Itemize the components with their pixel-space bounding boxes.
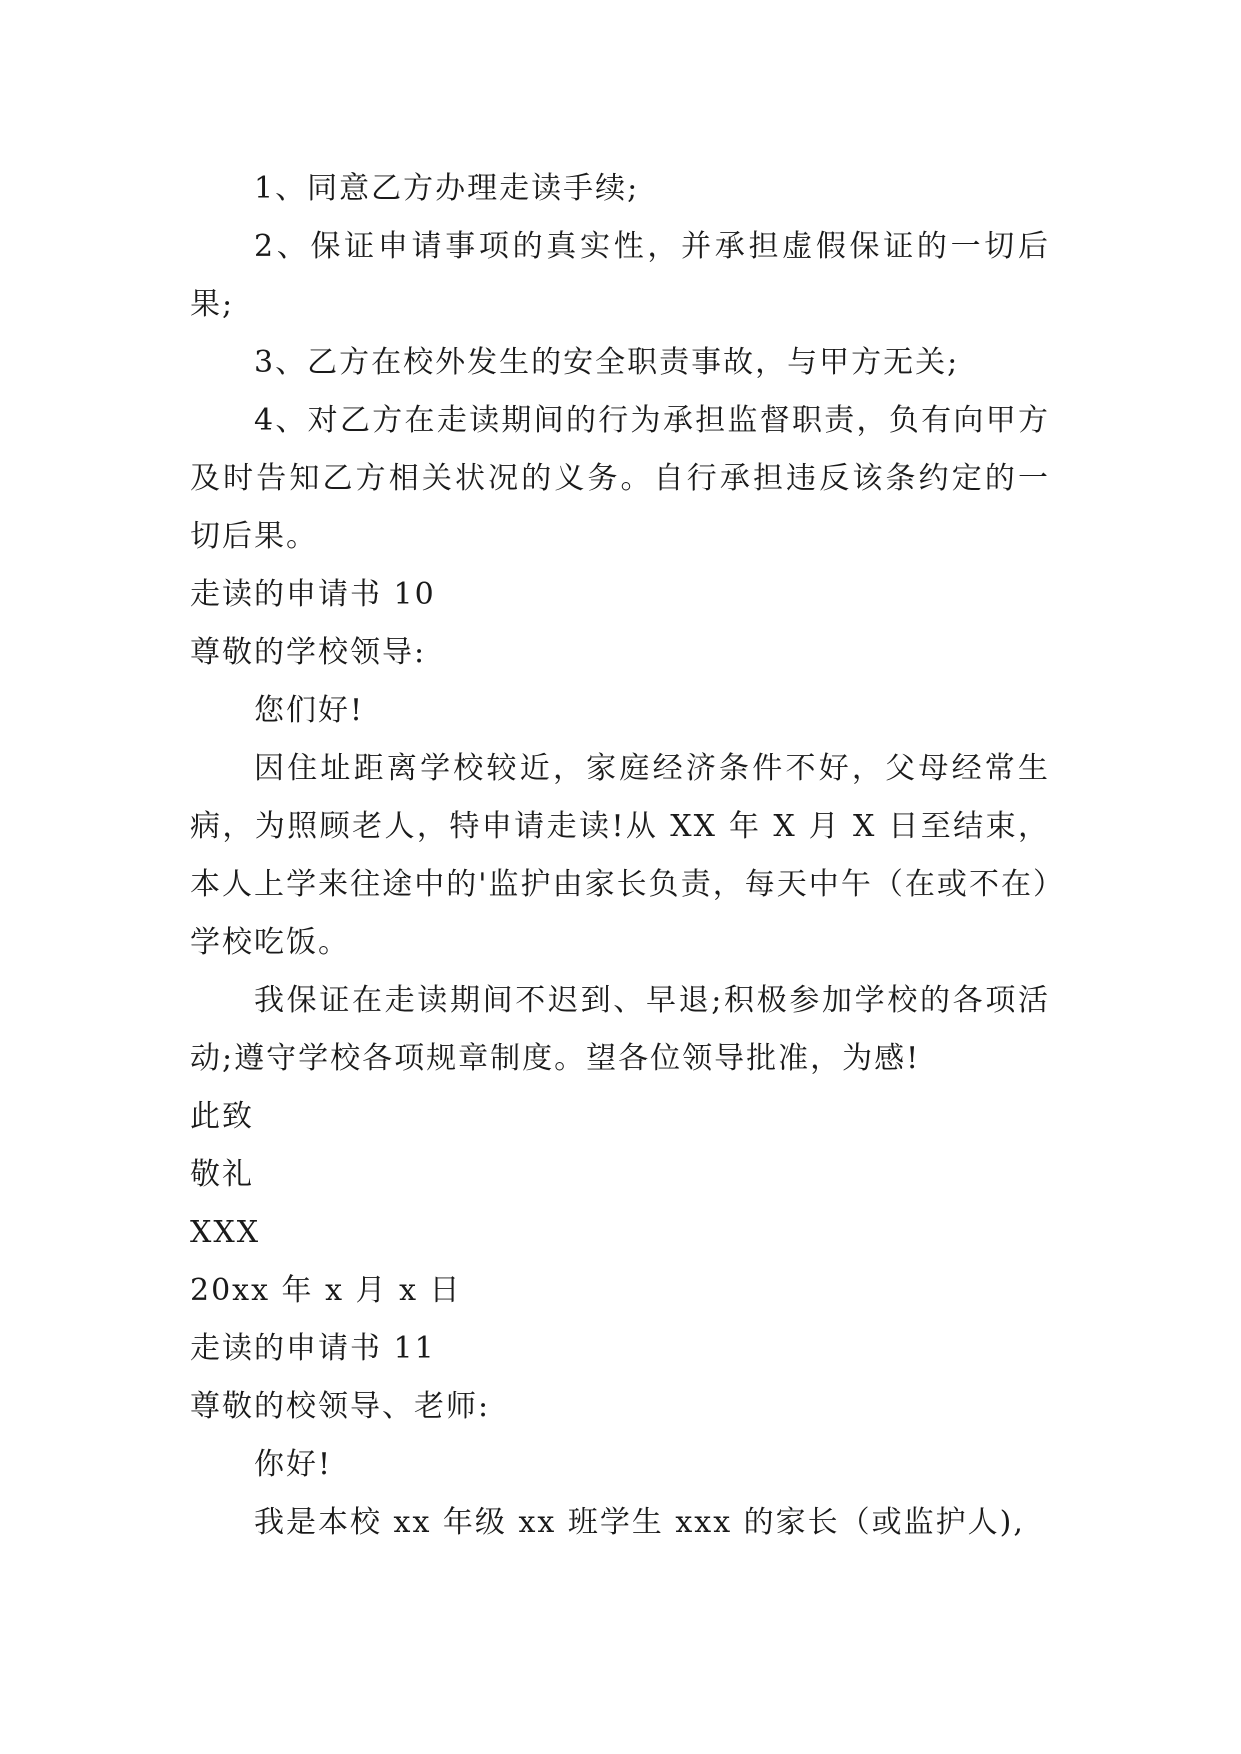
salutation-11: 尊敬的校领导、老师: xyxy=(190,1389,491,1424)
body-paragraph-intro: 我是本校 xx 年级 xx 班学生 xxx 的家长（或监护人), xyxy=(254,1505,1025,1540)
section-heading-11: 走读的申请书 11 xyxy=(190,1331,436,1366)
clause-2: 2、保证申请事项的真实性，并承担虚假保证的一切后果; xyxy=(190,229,1050,322)
clause-1: 1、同意乙方办理走读手续; xyxy=(254,171,640,206)
signature-date: 20xx 年 x 月 x 日 xyxy=(190,1273,462,1308)
clause-4: 4、对乙方在走读期间的行为承担监督职责，负有向甲方及时告知乙方相关状况的义务。自行承担违反该条约定的一切后果。 xyxy=(190,403,1050,554)
greeting-11: 你好! xyxy=(254,1447,333,1482)
body-paragraph-reason: 因住址距离学校较近，家庭经济条件不好，父母经常生病，为照顾老人，特申请走读!从 XX 年 X 月 X 日至结束，本人上学来往途中的'监护由家长负责，每天中午（在或不在）学校吃饭。 xyxy=(190,751,1050,960)
closing-jingli: 敬礼 xyxy=(190,1157,254,1192)
body-paragraph-pledge: 我保证在走读期间不迟到、早退;积极参加学校的各项活动;遵守学校各项规章制度。望各位领导批准，为感! xyxy=(190,983,1050,1076)
closing-cizhi: 此致 xyxy=(190,1099,254,1134)
salutation-10: 尊敬的学校领导: xyxy=(190,635,427,670)
signature-name: XXX xyxy=(190,1215,261,1250)
document-body xyxy=(190,160,1050,1552)
greeting-10: 您们好! xyxy=(254,693,365,728)
section-heading-10: 走读的申请书 10 xyxy=(190,577,436,612)
clause-3: 3、乙方在校外发生的安全职责事故，与甲方无关; xyxy=(254,345,960,380)
